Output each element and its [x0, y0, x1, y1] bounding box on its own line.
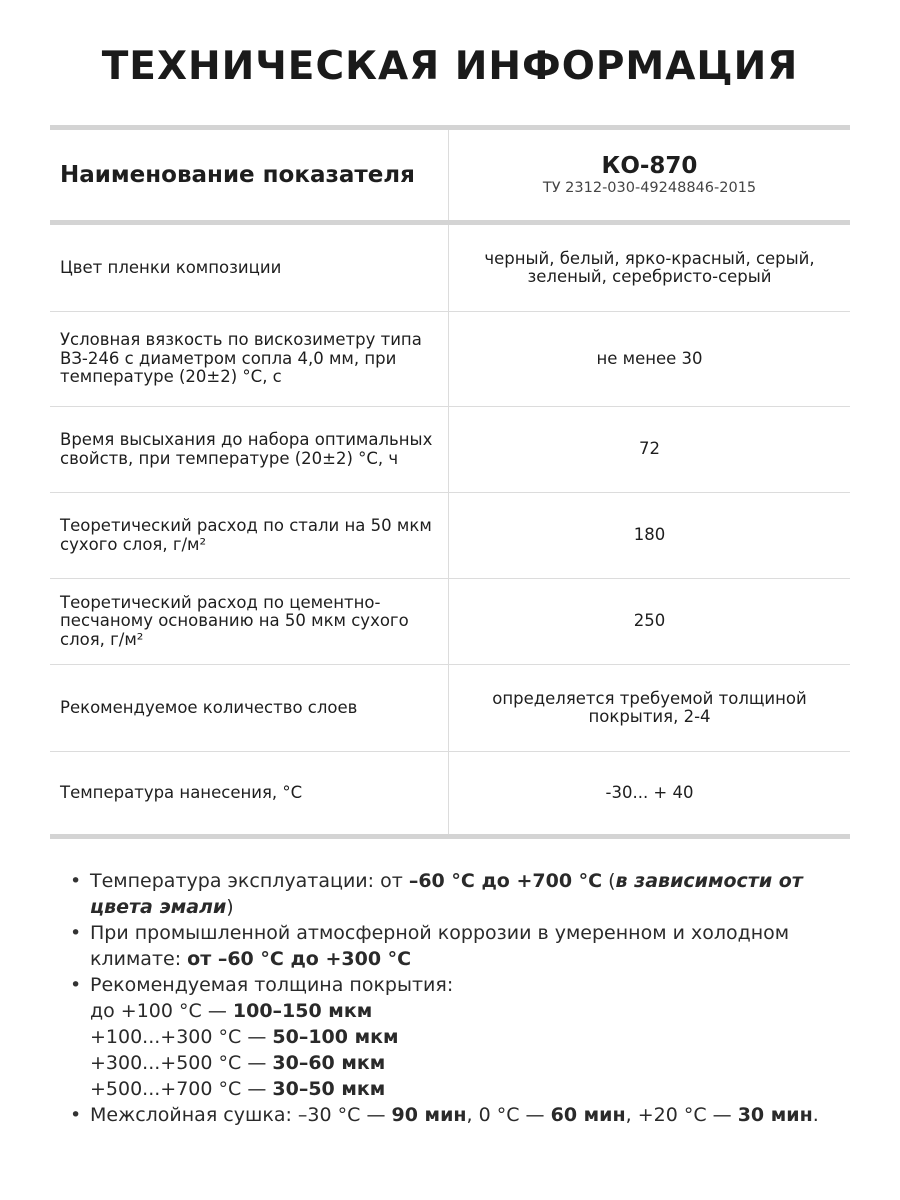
row-value: 250	[633, 611, 666, 631]
thickness-range: +100...+300 °С —	[90, 1026, 273, 1048]
note-value: 30 мин	[737, 1104, 813, 1126]
note-coating-thickness	[68, 972, 848, 1102]
product-spec: ТУ 2312-030-49248846-2015	[542, 180, 757, 196]
note-value: 90 мин	[391, 1104, 467, 1126]
note-emphasis: в зависимости от цвета эмали	[90, 870, 803, 918]
thickness-value: 50–100 мкм	[272, 1026, 399, 1048]
thickness-line	[90, 1050, 848, 1076]
thickness-line	[90, 1024, 848, 1050]
thickness-line	[90, 1076, 848, 1102]
table-row	[50, 312, 850, 407]
note-text: )	[226, 896, 234, 918]
thickness-value: 30–50 мкм	[272, 1078, 386, 1100]
table-row	[50, 225, 850, 312]
row-param: Условная вязкость по вискозиметру типа ВЗ-246 с диаметром сопла 4,0 мм, при температуре (20±2) °С, с	[50, 312, 449, 406]
note-value: от –60 °С до +300 °С	[187, 948, 412, 970]
thickness-range: +300...+500 °С —	[90, 1052, 273, 1074]
product-name: КО-870	[601, 153, 698, 179]
note-text: (	[602, 870, 616, 892]
note-text: , 0 °С —	[466, 1104, 551, 1126]
note-text: Рекомендуемая толщина покрытия:	[90, 974, 454, 996]
note-value: –60 °С до +700 °С	[408, 870, 603, 892]
row-param: Рекомендуемое количество слоев	[50, 665, 449, 751]
table-header	[50, 130, 850, 220]
row-value: -30... + 40	[605, 782, 694, 802]
note-text: Межслойная сушка: –30 °С —	[90, 1104, 392, 1126]
row-value: 180	[633, 525, 666, 545]
table-row	[50, 665, 850, 752]
header-product	[449, 130, 850, 220]
row-param: Теоретический расход по цементно-песчаному основанию на 50 мкм сухого слоя, г/м²	[50, 579, 449, 664]
row-param: Цвет пленки композиции	[50, 225, 449, 311]
note-value: 60 мин	[550, 1104, 626, 1126]
thickness-range: до +100 °С —	[90, 1000, 233, 1022]
row-value: определяется требуемой толщиной покрытия, 2-4	[492, 688, 807, 726]
table-bottom-border	[50, 834, 850, 839]
note-text: .	[812, 1104, 819, 1126]
notes-list	[68, 868, 848, 1128]
row-value: не менее 30	[596, 348, 703, 368]
row-param: Время высыхания до набора оптимальных свойств, при температуре (20±2) °С, ч	[50, 407, 449, 492]
row-param: Температура нанесения, °С	[50, 752, 449, 834]
page-title: ТЕХНИЧЕСКАЯ ИНФОРМАЦИЯ	[101, 44, 799, 89]
thickness-line	[90, 998, 848, 1024]
note-industrial-corrosion	[68, 920, 848, 972]
row-value: черный, белый, ярко-красный, серый, зеленый, серебристо-серый	[484, 248, 815, 286]
table-row	[50, 579, 850, 665]
tech-info-table	[50, 125, 850, 839]
note-text: , +20 °С —	[625, 1104, 738, 1126]
header-parameter-label: Наименование показателя	[50, 130, 449, 220]
thickness-range: +500...+700 °С —	[90, 1078, 273, 1100]
thickness-value: 30–60 мкм	[272, 1052, 386, 1074]
note-text: При промышленной атмосферной коррозии в умеренном и холодном климате:	[90, 922, 790, 970]
table-row	[50, 752, 850, 834]
note-operating-temperature	[68, 868, 848, 920]
thickness-value: 100–150 мкм	[232, 1000, 373, 1022]
note-interlayer-drying	[68, 1102, 848, 1128]
row-value: 72	[639, 439, 660, 459]
table-row	[50, 407, 850, 493]
note-text: Температура эксплуатации: от	[90, 870, 409, 892]
table-row	[50, 493, 850, 579]
row-param: Теоретический расход по стали на 50 мкм сухого слоя, г/м²	[50, 493, 449, 578]
